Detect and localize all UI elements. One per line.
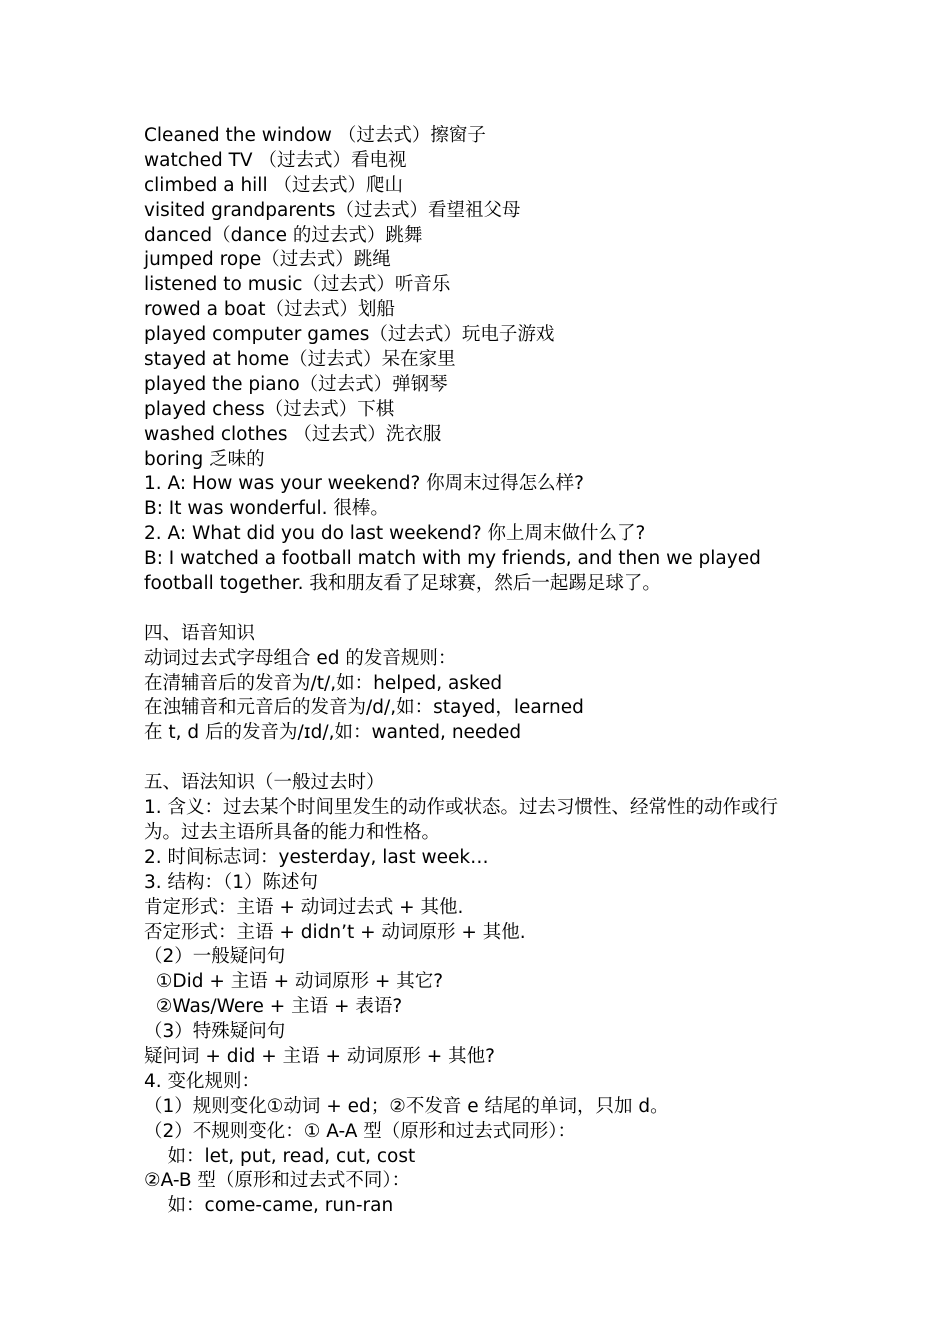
blank-line bbox=[144, 746, 824, 771]
section-heading: 五、语法知识（一般过去时） bbox=[144, 772, 385, 794]
text-line: 动词过去式字母组合 ed 的发音规则： bbox=[144, 647, 457, 669]
section-heading: 四、语音知识 bbox=[144, 622, 256, 644]
text-line: ②A-B 型（原形和过去式不同）： bbox=[144, 1170, 411, 1192]
dialogue-line: football together. 我和朋友看了足球赛，然后一起踢足球了。 bbox=[144, 573, 661, 595]
text-line: 疑问词 + did + 主语 + 动词原形 + 其他? bbox=[144, 1045, 495, 1067]
text-line: 1. 含义：过去某个时间里发生的动作或状态。过去习惯性、经常性的动作或行 bbox=[144, 797, 779, 819]
vocab-line: washed clothes （过去式）洗衣服 bbox=[144, 423, 442, 445]
text-line: 肯定形式：主语 + 动词过去式 + 其他. bbox=[144, 896, 464, 918]
dialogue-line: 1. A: How was your weekend? 你周末过得怎么样? bbox=[144, 473, 584, 495]
vocab-line: boring 乏味的 bbox=[144, 448, 265, 470]
text-line: 4. 变化规则： bbox=[144, 1070, 261, 1092]
text-line: 否定形式：主语 + didn’t + 动词原形 + 其他. bbox=[144, 921, 526, 943]
vocab-line: jumped rope（过去式）跳绳 bbox=[144, 249, 391, 271]
text-line: 在 t, d 后的发音为/ɪd/,如：wanted, needed bbox=[144, 722, 522, 744]
dialogue-line: B: It was wonderful. 很棒。 bbox=[144, 498, 389, 520]
text-line: （2）一般疑问句 bbox=[144, 946, 286, 968]
vocab-line: danced（dance 的过去式）跳舞 bbox=[144, 224, 423, 246]
text-line: 在浊辅音和元音后的发音为/d/,如：stayed，learned bbox=[144, 697, 584, 719]
text-line: （2）不规则变化：① A-A 型（原形和过去式同形）： bbox=[144, 1120, 577, 1142]
text-line: （3）特殊疑问句 bbox=[144, 1021, 286, 1043]
text-line: 在清辅音后的发音为/t/,如：helped, asked bbox=[144, 672, 503, 694]
vocab-line: played computer games（过去式）玩电子游戏 bbox=[144, 324, 555, 346]
vocab-line: played chess（过去式）下棋 bbox=[144, 398, 395, 420]
text-line: ①Did + 主语 + 动词原形 + 其它? bbox=[144, 971, 444, 993]
text-line: 2. 时间标志词：yesterday, last week… bbox=[144, 846, 489, 868]
dialogue-line: B: I watched a football match with my friends, and then we played bbox=[144, 548, 761, 570]
vocab-line: rowed a boat（过去式）划船 bbox=[144, 299, 396, 321]
text-line: 如：come-came, run-ran bbox=[144, 1195, 394, 1217]
vocab-line: visited grandparents（过去式）看望祖父母 bbox=[144, 199, 521, 221]
dialogue-line: 2. A: What did you do last weekend? 你上周末做什么了? bbox=[144, 523, 646, 545]
text-line: 为。过去主语所具备的能力和性格。 bbox=[144, 821, 441, 843]
blank-line bbox=[144, 597, 824, 622]
vocab-line: listened to music（过去式）听音乐 bbox=[144, 274, 451, 296]
text-line: 3. 结构：（1）陈述句 bbox=[144, 871, 319, 893]
vocab-line: played the piano（过去式）弹钢琴 bbox=[144, 373, 448, 395]
vocab-line: watched TV （过去式）看电视 bbox=[144, 149, 407, 171]
vocab-line: Cleaned the window （过去式）擦窗子 bbox=[144, 125, 486, 146]
text-line: ②Was/Were + 主语 + 表语? bbox=[144, 996, 403, 1018]
vocab-line: stayed at home（过去式）呆在家里 bbox=[144, 349, 456, 371]
text-line: 如：let, put, read, cut, cost bbox=[144, 1145, 416, 1167]
text-line: （1）规则变化①动词 + ed；②不发音 e 结尾的单词，只加 d。 bbox=[144, 1095, 669, 1117]
vocab-line: climbed a hill （过去式）爬山 bbox=[144, 174, 403, 196]
document-body bbox=[144, 124, 824, 1219]
